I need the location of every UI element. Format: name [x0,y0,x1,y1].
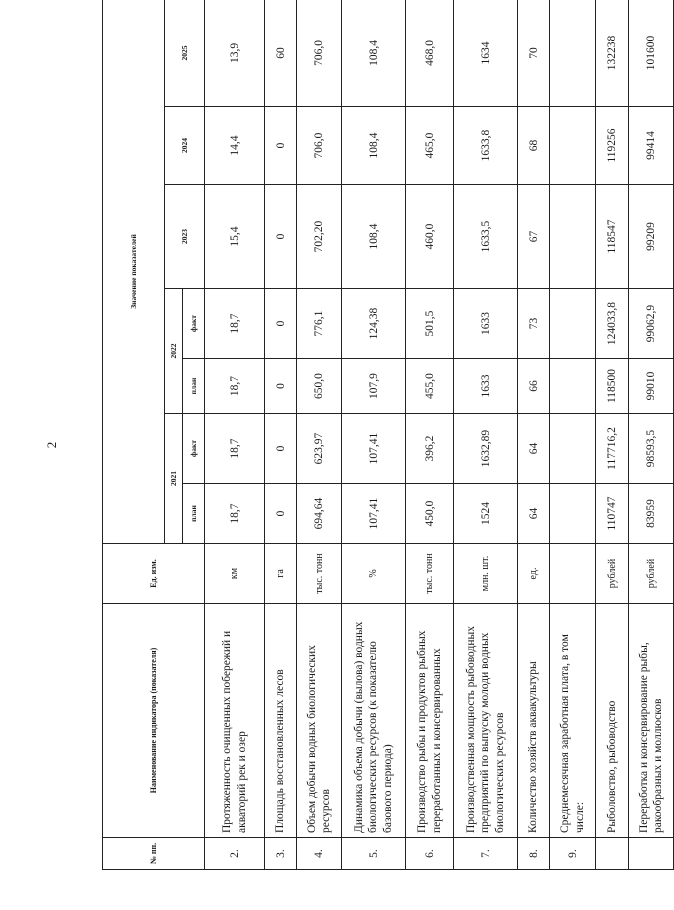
indicator-name: Среднемесячная заработная плата, в том числе: [550,604,596,838]
value-2025: 132238 [596,0,629,107]
row-number: 9. [550,838,596,870]
table-row [406,0,454,870]
unit-cell: ед. [518,544,550,604]
value-2021-fact: 0 [265,414,297,484]
value-2021-plan: 64 [518,484,550,544]
value-2022-plan: 99010 [629,359,674,414]
value-2023: 0 [265,185,297,289]
value-2024: 99414 [629,107,674,185]
indicator-name: Производственная мощность рыбоводных предприятий по выпуску молоди водных биологических ресурсов [454,604,518,838]
value-2023: 1633,5 [454,185,518,289]
value-2021-fact: 18,7 [205,414,265,484]
unit-cell: рублей [629,544,674,604]
value-2022-fact: 99062,9 [629,289,674,359]
value-2023 [550,185,596,289]
value-2021-plan: 450,0 [406,484,454,544]
table-row [550,0,596,870]
header-2024: 2024 [165,107,205,185]
unit-cell: км [205,544,265,604]
value-2021-fact: 117716,2 [596,414,629,484]
table-row [297,0,342,870]
header-2021-fact: факт [183,414,205,484]
row-number: 8. [518,838,550,870]
value-2023: 108,4 [342,185,406,289]
header-unit: Ед. изм. [103,544,205,604]
value-2025: 108,4 [342,0,406,107]
indicator-name: Динамика объема добычи (вылова) водных биологических ресурсов (к показателю базового периода) [342,604,406,838]
row-number: 5. [342,838,406,870]
header-2022-plan: план [183,359,205,414]
value-2022-plan: 118500 [596,359,629,414]
value-2022-fact: 18,7 [205,289,265,359]
unit-cell: млн. шт. [454,544,518,604]
indicator-name: Количество хозяйств аквакультуры [518,604,550,838]
value-2023: 460,0 [406,185,454,289]
row-number [596,838,629,870]
row-number [629,838,674,870]
unit-cell: тыс. тонн [297,544,342,604]
table-row [342,0,406,870]
rotated-table-wrapper [102,0,664,870]
value-2021-fact: 396,2 [406,414,454,484]
value-2021-fact: 1632,89 [454,414,518,484]
value-2021-fact: 98593,5 [629,414,674,484]
value-2021-plan: 107,41 [342,484,406,544]
value-2021-plan: 0 [265,484,297,544]
indicator-name: Площадь восстановленных лесов [265,604,297,838]
value-2022-plan: 0 [265,359,297,414]
unit-cell: га [265,544,297,604]
indicator-name: Производство рыбы и продуктов рыбных переработанных и консервированных [406,604,454,838]
value-2022-plan: 107,9 [342,359,406,414]
value-2023: 702,20 [297,185,342,289]
value-2024: 68 [518,107,550,185]
value-2023: 15,4 [205,185,265,289]
value-2021-plan: 110747 [596,484,629,544]
value-2021-plan [550,484,596,544]
value-2025: 1634 [454,0,518,107]
value-2021-plan: 694,64 [297,484,342,544]
value-2022-fact: 73 [518,289,550,359]
value-2023: 118547 [596,185,629,289]
value-2021-fact: 107,41 [342,414,406,484]
value-2021-plan: 83959 [629,484,674,544]
value-2021-fact: 623,97 [297,414,342,484]
header-2022-fact: факт [183,289,205,359]
header-name: Наименование индикатора (показателя) [103,604,205,838]
value-2022-plan [550,359,596,414]
value-2021-plan: 18,7 [205,484,265,544]
table-body [205,0,674,870]
value-2025: 101600 [629,0,674,107]
value-2025: 468,0 [406,0,454,107]
value-2022-fact: 124,38 [342,289,406,359]
indicators-table [102,0,674,870]
value-2022-fact: 124033,8 [596,289,629,359]
value-2024: 465,0 [406,107,454,185]
indicator-name: Протяженность очищенных побережий и акваторий рек и озер [205,604,265,838]
value-2022-fact: 0 [265,289,297,359]
value-2025: 706,0 [297,0,342,107]
table-row [265,0,297,870]
indicator-name: Рыболовство, рыбоводство [596,604,629,838]
value-2024: 1633,8 [454,107,518,185]
value-2022-plan: 1633 [454,359,518,414]
value-2025: 70 [518,0,550,107]
value-2022-plan: 18,7 [205,359,265,414]
unit-cell: % [342,544,406,604]
indicator-name: Объем добычи водных биологических ресурсов [297,604,342,838]
table-row [454,0,518,870]
unit-cell: рублей [596,544,629,604]
value-2022-fact [550,289,596,359]
table-row [596,0,629,870]
value-2024: 0 [265,107,297,185]
value-2021-plan: 1524 [454,484,518,544]
indicator-name: Переработка и консервирование рыбы, ракообразных и моллюсков [629,604,674,838]
value-2024: 119256 [596,107,629,185]
header-2025: 2025 [165,0,205,107]
row-number: 3. [265,838,297,870]
value-2021-fact: 64 [518,414,550,484]
table-row [205,0,265,870]
header-num: № пп. [103,838,205,870]
header-2023: 2023 [165,185,205,289]
value-2024: 108,4 [342,107,406,185]
value-2022-plan: 650,0 [297,359,342,414]
value-2024 [550,107,596,185]
header-values: Значение показателей [103,0,165,544]
value-2025: 13,9 [205,0,265,107]
header-2022: 2022 [165,289,183,414]
value-2022-fact: 501,5 [406,289,454,359]
row-number: 6. [406,838,454,870]
value-2025: 60 [265,0,297,107]
value-2024: 706,0 [297,107,342,185]
value-2024: 14,4 [205,107,265,185]
value-2022-fact: 1633 [454,289,518,359]
value-2025 [550,0,596,107]
unit-cell: тыс. тонн [406,544,454,604]
table-row [629,0,674,870]
unit-cell [550,544,596,604]
row-number: 4. [297,838,342,870]
header-2021-plan: план [183,484,205,544]
value-2022-fact: 776,1 [297,289,342,359]
value-2023: 99209 [629,185,674,289]
table-row [518,0,550,870]
value-2022-plan: 455,0 [406,359,454,414]
value-2022-plan: 66 [518,359,550,414]
row-number: 2. [205,838,265,870]
row-number: 7. [454,838,518,870]
value-2023: 67 [518,185,550,289]
header-2021: 2021 [165,414,183,544]
value-2021-fact [550,414,596,484]
page-number: 2 [44,441,59,449]
